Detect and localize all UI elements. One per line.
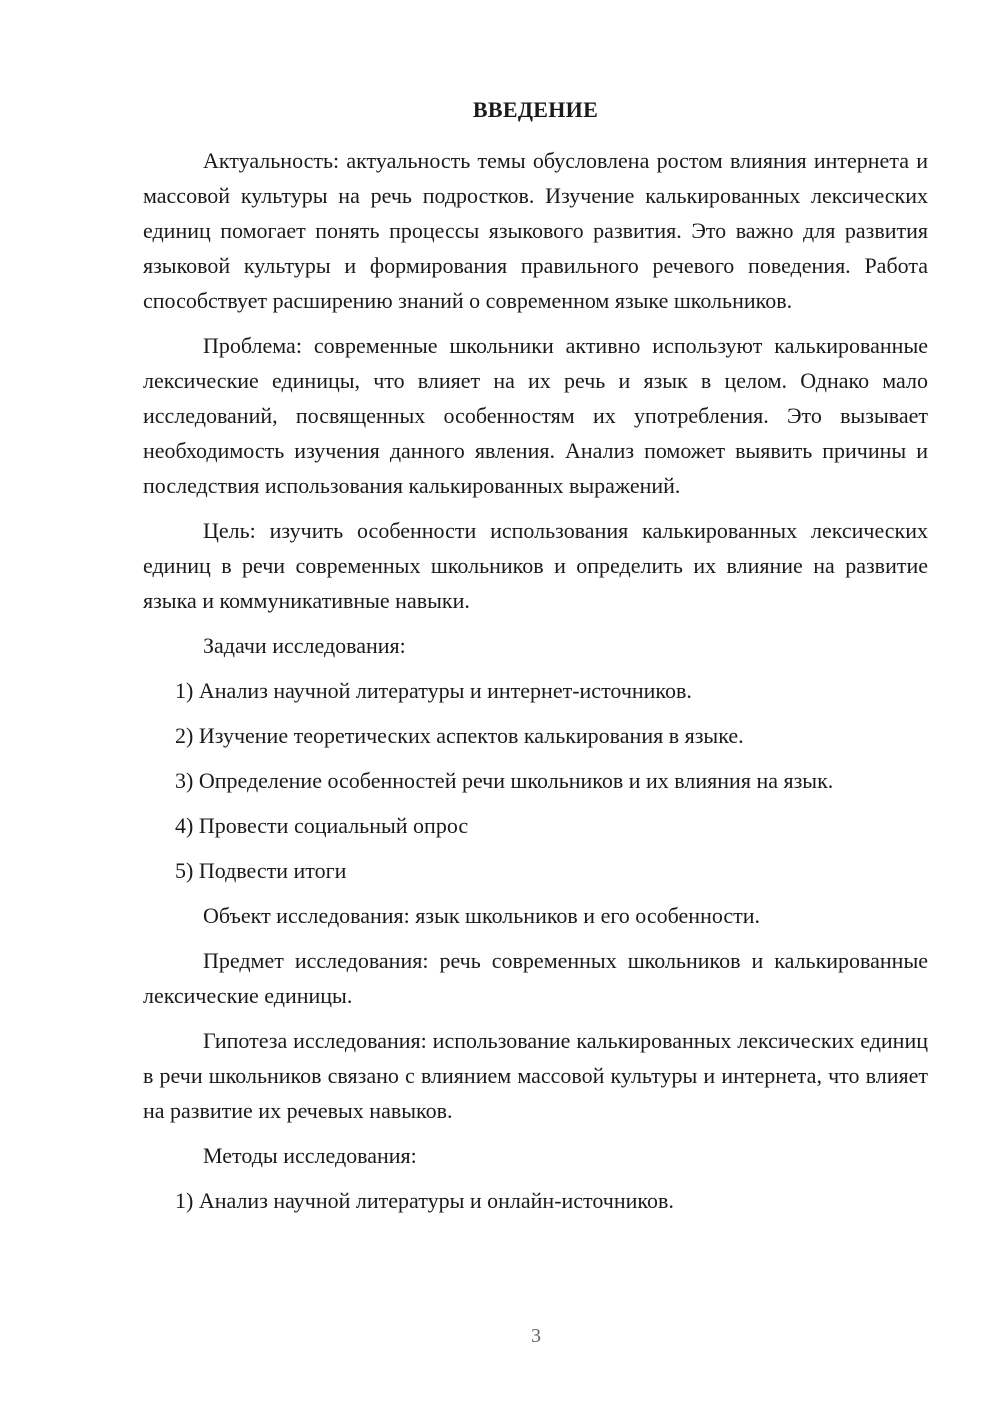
methods-title: Методы исследования:	[203, 1143, 417, 1168]
task-item: 4) Провести социальный опрос	[175, 813, 469, 838]
subject-paragraph: Предмет исследования: речь современных школьников и калькированные лексические единицы.	[143, 948, 928, 1008]
goal-paragraph: Цель: изучить особенности использования калькированных лексических единиц в речи современных школьников и определить их влияние на развитие языка и коммуникативные навыки.	[143, 518, 928, 613]
tasks-title: Задачи исследования:	[203, 633, 406, 658]
relevance-paragraph: Актуальность: актуальность темы обусловлена ростом влияния интернета и массовой культуры на речь подростков. Изучение калькированных лексических единиц помогает понять процессы языкового развития. Это важно для развития языковой культуры и формирования правильного речевого поведения. Работа способствует расширению знаний о современном языке школьников.	[143, 148, 928, 313]
problem-paragraph: Проблема: современные школьники активно используют калькированные лексические единицы, что влияет на их речь и язык в целом. Однако мало исследований, посвященных особенностям их употребления. Это вызывает необходимость изучения данного явления. Анализ поможет выявить причины и последствия использования калькированных выражений.	[143, 333, 928, 498]
task-item: 1) Анализ научной литературы и интернет-источников.	[175, 678, 692, 703]
task-item: 5) Подвести итоги	[175, 858, 347, 883]
document-page	[143, 92, 928, 1228]
object-paragraph: Объект исследования: язык школьников и его особенности.	[203, 903, 761, 928]
task-item: 2) Изучение теоретических аспектов калькирования в языке.	[175, 723, 744, 748]
section-heading: ВВЕДЕНИЕ	[472, 97, 599, 122]
task-item: 3) Определение особенностей речи школьников и их влияния на язык.	[175, 768, 834, 793]
page-number: 3	[531, 1325, 541, 1347]
method-item: 1) Анализ научной литературы и онлайн-источников.	[175, 1188, 674, 1213]
hypothesis-paragraph: Гипотеза исследования: использование калькированных лексических единиц в речи школьников связано с влиянием массовой культуры и интернета, что влияет на развитие их речевых навыков.	[143, 1028, 928, 1123]
